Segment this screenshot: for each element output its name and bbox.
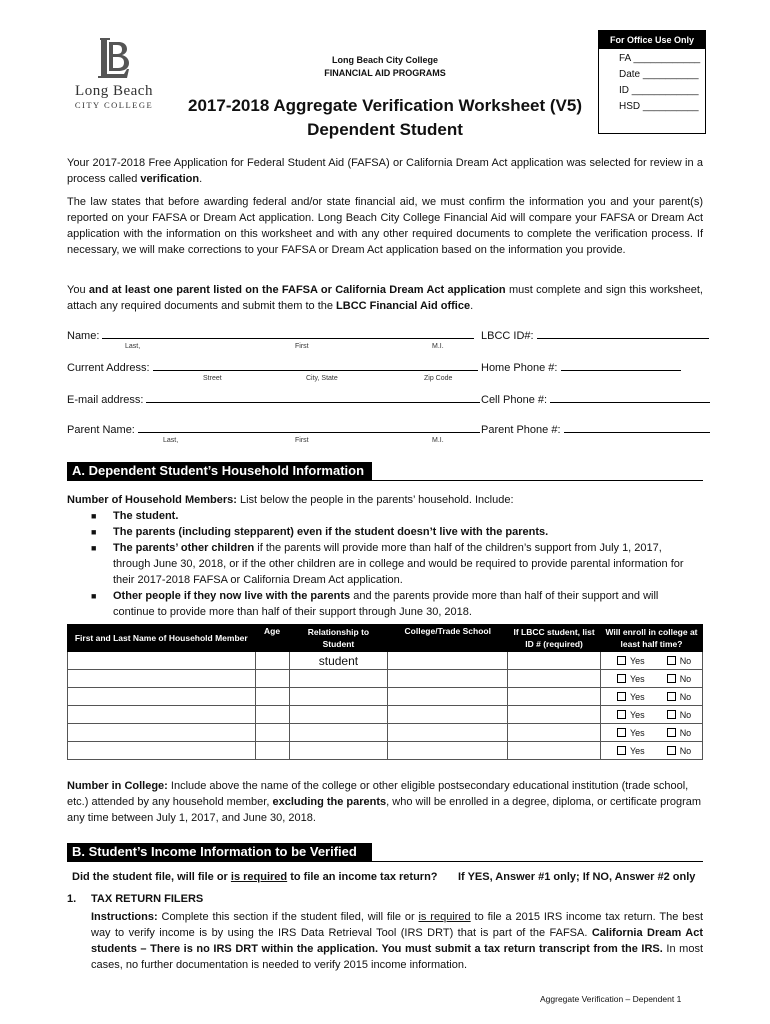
college-school-cell[interactable] (388, 688, 508, 706)
col-header-age: Age (255, 625, 289, 652)
no-checkbox[interactable] (667, 656, 692, 666)
parent-sub-first: First (295, 437, 309, 444)
address-input[interactable] (153, 360, 478, 371)
square-bullet-icon: ■ (91, 591, 97, 601)
yes-label: Yes (630, 709, 645, 720)
office-date-field[interactable]: Date __________ (619, 69, 699, 80)
household-member-name-cell[interactable] (68, 670, 256, 688)
home-phone-input[interactable] (561, 360, 681, 371)
square-bullet-icon: ■ (91, 511, 97, 521)
name-sub-first: First (295, 343, 309, 350)
tax-return-instructions-short: If YES, Answer #1 only; If NO, Answer #2 only (458, 871, 696, 883)
email-label: E-mail address: (67, 394, 144, 406)
checkbox-icon (667, 656, 676, 665)
checkbox-icon (667, 710, 676, 719)
household-member-name-cell[interactable] (68, 724, 256, 742)
college-school-cell[interactable] (388, 670, 508, 688)
no-label: No (679, 709, 692, 720)
office-id-field[interactable]: ID ____________ (619, 85, 699, 96)
yes-label: Yes (630, 727, 645, 738)
yes-checkbox[interactable] (617, 728, 645, 738)
section-a-title: A. Dependent Student’s Household Information (67, 462, 372, 480)
item-1-number: 1. (67, 893, 77, 905)
header-program: FINANCIAL AID PROGRAMS (324, 68, 446, 78)
parent-phone-row (481, 422, 710, 436)
enroll-half-time-cell (601, 652, 703, 670)
parent-name-row (67, 422, 480, 436)
table-row (68, 742, 703, 760)
enroll-half-time-cell (601, 742, 703, 760)
home-phone-label: Home Phone #: (481, 362, 558, 374)
cell-phone-input[interactable] (550, 392, 710, 403)
table-row (68, 706, 703, 724)
yes-label: Yes (630, 745, 645, 756)
parent-name-label: Parent Name: (67, 424, 135, 436)
checkbox-icon (617, 710, 626, 719)
yes-checkbox[interactable] (617, 710, 645, 720)
college-school-cell[interactable] (388, 742, 508, 760)
age-cell[interactable] (255, 652, 289, 670)
logo-text-long-beach: Long Beach (75, 83, 153, 99)
name-sub-mi: M.I. (432, 343, 444, 350)
checkbox-icon (617, 674, 626, 683)
address-sub-city: City, State (306, 375, 338, 382)
email-field-row (67, 392, 480, 406)
cell-phone-row (481, 392, 710, 406)
table-row (68, 670, 703, 688)
col-header-relationship: Relationship to Student (289, 625, 388, 652)
household-member-name-cell[interactable] (68, 688, 256, 706)
list-item: ■ Other people if they now live with the parents and the parents provide more than half of their support and will continue to provide more than half of their support through June 30, 2018. (91, 590, 659, 618)
checkbox-icon (617, 656, 626, 665)
parent-name-input[interactable] (138, 422, 480, 433)
square-bullet-icon: ■ (91, 543, 97, 553)
address-sub-street: Street (203, 375, 222, 382)
header-college-name: Long Beach City College (331, 55, 438, 65)
lbcc-id-cell[interactable] (508, 742, 601, 760)
intro-paragraph-1: Your 2017-2018 Free Application for Federal Student Aid (FAFSA) or California Dream Act application was selected for review in a process called verification. (67, 157, 703, 185)
col-header-school: College/Trade School (388, 625, 508, 652)
col-header-lbcc-id: If LBCC student, list ID # (required) (508, 625, 601, 652)
checkbox-icon (617, 728, 626, 737)
age-cell[interactable] (255, 724, 289, 742)
address-label: Current Address: (67, 362, 150, 374)
yes-label: Yes (630, 655, 645, 666)
section-a-header (67, 462, 703, 481)
yes-checkbox[interactable] (617, 656, 645, 666)
page-title: 2017-2018 Aggregate Verification Worksheet (V5) (188, 96, 582, 115)
household-table (67, 624, 703, 760)
enroll-half-time-cell (601, 706, 703, 724)
relationship-cell[interactable] (289, 742, 388, 760)
relationship-cell[interactable]: student (289, 652, 388, 670)
relationship-cell[interactable] (289, 670, 388, 688)
no-label: No (679, 655, 692, 666)
lb-monogram-icon (94, 36, 134, 82)
office-fa-field[interactable]: FA ____________ (619, 53, 701, 64)
list-item: ■ The parents (including stepparent) even if the student doesn’t live with the parents. (91, 526, 549, 538)
col-header-enroll: Will enroll in college at least half time? (601, 625, 703, 652)
household-member-name-cell[interactable] (68, 706, 256, 724)
item-1-instructions: Instructions: Complete this section if the student filed, will file or is required to file a 2015 IRS income tax return. The best way to verify income is by using the IRS Data Retrieval Tool (IRS DRT) that is part of the FAFSA. California Dream Act students – There is no IRS DRT within the application. You must submit a tax return transcript from the IRS. In most cases, no further documentation is needed to verify 2015 income information. (91, 911, 704, 971)
name-sub-last: Last, (125, 343, 141, 350)
lbcc-id-cell[interactable] (508, 670, 601, 688)
no-label: No (679, 673, 692, 684)
yes-checkbox[interactable] (617, 692, 645, 702)
item-1-title: TAX RETURN FILERS (91, 893, 204, 905)
lbcc-id-cell[interactable] (508, 652, 601, 670)
office-use-title: For Office Use Only (599, 31, 705, 49)
lbcc-id-input[interactable] (537, 328, 709, 339)
checkbox-icon (667, 746, 676, 755)
household-member-name-cell[interactable] (68, 652, 256, 670)
list-item: ■ The parents’ other children if the parents will provide more than half of the children’s support from July 1, 2017, through June 30, 2018, or if the other children are in college and would be required to provide parental information for their 2017-2018 FAFSA or California Dream Act application. (91, 542, 684, 586)
name-label: Name: (67, 330, 100, 342)
college-logo (64, 36, 164, 116)
enroll-half-time-cell (601, 688, 703, 706)
age-cell[interactable] (255, 688, 289, 706)
lbcc-id-cell[interactable] (508, 706, 601, 724)
address-sub-zip: Zip Code (424, 375, 453, 382)
section-b-header (67, 843, 703, 862)
col-header-name: First and Last Name of Household Member (68, 625, 256, 652)
relationship-cell[interactable] (289, 688, 388, 706)
parent-phone-label: Parent Phone #: (481, 424, 561, 436)
table-row (68, 724, 703, 742)
home-phone-row (481, 360, 681, 374)
yes-label: Yes (630, 673, 645, 684)
number-in-college-paragraph: Number in College: Include above the name of the college or other eligible postsecondary educational institution (trade school, etc.) attended by any household member, excluding the parents, who will be enrolled in a degree, diploma, or certificate program any time between July 1, 2017, and June 30, 2018. (67, 780, 702, 824)
list-item: ■ The student. (91, 510, 179, 522)
college-school-cell[interactable] (388, 652, 508, 670)
table-row (68, 688, 703, 706)
age-cell[interactable] (255, 706, 289, 724)
square-bullet-icon: ■ (91, 527, 97, 537)
checkbox-icon (667, 728, 676, 737)
email-input[interactable] (146, 392, 480, 403)
cell-phone-label: Cell Phone #: (481, 394, 548, 406)
relationship-cell[interactable] (289, 724, 388, 742)
checkbox-icon (617, 692, 626, 701)
parent-phone-input[interactable] (564, 422, 710, 433)
office-use-box (598, 30, 706, 134)
lbcc-id-row (481, 328, 709, 342)
no-label: No (679, 745, 692, 756)
enroll-half-time-cell (601, 670, 703, 688)
lbcc-id-cell[interactable] (508, 688, 601, 706)
relationship-cell[interactable] (289, 706, 388, 724)
yes-checkbox[interactable] (617, 674, 645, 684)
lbcc-id-label: LBCC ID#: (481, 330, 534, 342)
household-bullet-list (91, 508, 701, 620)
lbcc-id-cell[interactable] (508, 724, 601, 742)
name-input[interactable] (102, 328, 474, 339)
age-cell[interactable] (255, 670, 289, 688)
enroll-half-time-cell (601, 724, 703, 742)
page-subtitle: Dependent Student (307, 120, 463, 139)
table-header-row (68, 625, 703, 652)
no-checkbox[interactable] (667, 746, 692, 756)
table-row (68, 652, 703, 670)
no-checkbox[interactable] (667, 674, 692, 684)
yes-label: Yes (630, 691, 645, 702)
no-checkbox[interactable] (667, 728, 692, 738)
address-field-row (67, 360, 478, 374)
parent-sub-mi: M.I. (432, 437, 444, 444)
no-checkbox[interactable] (667, 692, 692, 702)
page-footer: Aggregate Verification – Dependent 1 (540, 994, 682, 1004)
parent-sub-last: Last, (163, 437, 179, 444)
checkbox-icon (617, 746, 626, 755)
logo-text-city-college: CITY COLLEGE (74, 100, 154, 110)
college-school-cell[interactable] (388, 706, 508, 724)
no-label: No (679, 691, 692, 702)
checkbox-icon (667, 674, 676, 683)
name-field-row (67, 328, 474, 342)
checkbox-icon (667, 692, 676, 701)
college-school-cell[interactable] (388, 724, 508, 742)
household-members-lead: Number of Household Members: List below the people in the parents’ household. Include: (67, 494, 514, 506)
intro-paragraph-3: You and at least one parent listed on the FAFSA or California Dream Act application must complete and sign this worksheet, attach any required documents and submit them to the LBCC Financial Aid office. (67, 284, 703, 312)
office-hsd-field[interactable]: HSD __________ (619, 101, 699, 112)
yes-checkbox[interactable] (617, 746, 645, 756)
age-cell[interactable] (255, 742, 289, 760)
no-label: No (679, 727, 692, 738)
intro-paragraph-2: The law states that before awarding federal and/or state financial aid, we must confirm the information you and your parent(s) reported on your FAFSA or Dream Act application. Long Beach City College Financial Aid will compare your FAFSA or Dream Act application with the information on this worksheet and with any other required documents to complete the verification process. If necessary, we will make corrections to your FAFSA or Dream Act application based on the information you provide. (67, 196, 703, 256)
no-checkbox[interactable] (667, 710, 692, 720)
household-member-name-cell[interactable] (68, 742, 256, 760)
section-b-title: B. Student’s Income Information to be Verified (67, 843, 372, 861)
tax-return-question: Did the student file, will file or is required to file an income tax return? (72, 871, 438, 883)
